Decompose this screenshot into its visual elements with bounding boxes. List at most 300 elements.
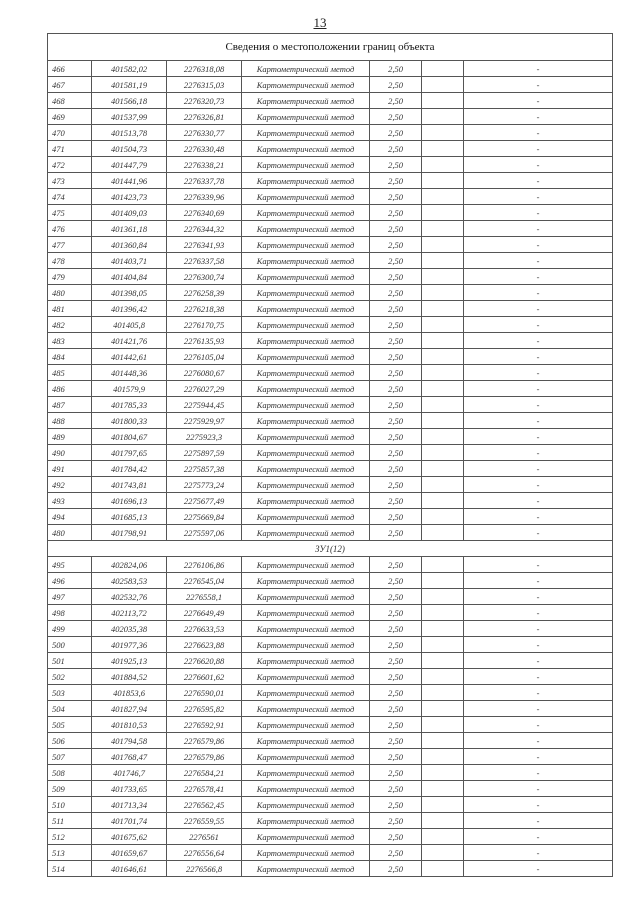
point-number: 477 bbox=[48, 237, 92, 253]
method: Картометрический метод bbox=[242, 781, 370, 797]
coord-y: 2276326,81 bbox=[167, 109, 242, 125]
accuracy: 2,50 bbox=[370, 733, 422, 749]
method: Картометрический метод bbox=[242, 157, 370, 173]
table-row bbox=[48, 189, 613, 205]
note: - bbox=[464, 685, 613, 701]
method: Картометрический метод bbox=[242, 797, 370, 813]
page-number: 13 bbox=[313, 15, 327, 30]
blank-cell bbox=[422, 573, 464, 589]
note: - bbox=[464, 429, 613, 445]
coord-y: 2276315,03 bbox=[167, 77, 242, 93]
blank-cell bbox=[422, 285, 464, 301]
blank-cell bbox=[422, 157, 464, 173]
coord-y: 2276649,49 bbox=[167, 605, 242, 621]
coord-y: 2275929,97 bbox=[167, 413, 242, 429]
coord-x: 401361,18 bbox=[92, 221, 167, 237]
accuracy: 2,50 bbox=[370, 861, 422, 877]
note: - bbox=[464, 605, 613, 621]
coord-x: 401785,33 bbox=[92, 397, 167, 413]
coord-x: 402035,38 bbox=[92, 621, 167, 637]
coord-x: 401404,84 bbox=[92, 269, 167, 285]
coord-x: 401784,42 bbox=[92, 461, 167, 477]
accuracy: 2,50 bbox=[370, 461, 422, 477]
point-number: 513 bbox=[48, 845, 92, 861]
note: - bbox=[464, 669, 613, 685]
coord-y: 2276330,48 bbox=[167, 141, 242, 157]
point-number: 503 bbox=[48, 685, 92, 701]
method: Картометрический метод bbox=[242, 61, 370, 77]
coord-y: 2276341,93 bbox=[167, 237, 242, 253]
blank-cell bbox=[422, 637, 464, 653]
accuracy: 2,50 bbox=[370, 717, 422, 733]
accuracy: 2,50 bbox=[370, 189, 422, 205]
table-row bbox=[48, 781, 613, 797]
table-row bbox=[48, 77, 613, 93]
coord-y: 2276566,8 bbox=[167, 861, 242, 877]
coord-x: 401810,53 bbox=[92, 717, 167, 733]
method: Картометрический метод bbox=[242, 301, 370, 317]
note: - bbox=[464, 509, 613, 525]
method: Картометрический метод bbox=[242, 333, 370, 349]
note: - bbox=[464, 349, 613, 365]
accuracy: 2,50 bbox=[370, 557, 422, 573]
point-number: 466 bbox=[48, 61, 92, 77]
coord-x: 401853,6 bbox=[92, 685, 167, 701]
coord-y: 2276558,1 bbox=[167, 589, 242, 605]
blank-cell bbox=[422, 269, 464, 285]
coord-y: 2276318,08 bbox=[167, 61, 242, 77]
table-row bbox=[48, 317, 613, 333]
blank-cell bbox=[422, 509, 464, 525]
blank-cell bbox=[422, 445, 464, 461]
coord-x: 401675,62 bbox=[92, 829, 167, 845]
method: Картометрический метод bbox=[242, 445, 370, 461]
method: Картометрический метод bbox=[242, 141, 370, 157]
method: Картометрический метод bbox=[242, 221, 370, 237]
blank-cell bbox=[422, 77, 464, 93]
blank-cell bbox=[422, 733, 464, 749]
point-number: 490 bbox=[48, 445, 92, 461]
table-row bbox=[48, 573, 613, 589]
point-number: 475 bbox=[48, 205, 92, 221]
accuracy: 2,50 bbox=[370, 813, 422, 829]
method: Картометрический метод bbox=[242, 253, 370, 269]
note: - bbox=[464, 765, 613, 781]
note: - bbox=[464, 109, 613, 125]
point-number: 505 bbox=[48, 717, 92, 733]
point-number: 486 bbox=[48, 381, 92, 397]
table-row bbox=[48, 829, 613, 845]
point-number: 510 bbox=[48, 797, 92, 813]
accuracy: 2,50 bbox=[370, 493, 422, 509]
coord-y: 2276330,77 bbox=[167, 125, 242, 141]
blank-cell bbox=[422, 685, 464, 701]
point-number: 483 bbox=[48, 333, 92, 349]
accuracy: 2,50 bbox=[370, 573, 422, 589]
point-number: 501 bbox=[48, 653, 92, 669]
accuracy: 2,50 bbox=[370, 93, 422, 109]
blank-cell bbox=[422, 333, 464, 349]
coord-x: 401696,13 bbox=[92, 493, 167, 509]
note: - bbox=[464, 701, 613, 717]
coord-y: 2276337,78 bbox=[167, 173, 242, 189]
blank-cell bbox=[422, 221, 464, 237]
point-number: 470 bbox=[48, 125, 92, 141]
table-row bbox=[48, 669, 613, 685]
point-number: 509 bbox=[48, 781, 92, 797]
table-row bbox=[48, 509, 613, 525]
point-number: 511 bbox=[48, 813, 92, 829]
accuracy: 2,50 bbox=[370, 221, 422, 237]
method: Картометрический метод bbox=[242, 749, 370, 765]
accuracy: 2,50 bbox=[370, 157, 422, 173]
point-number: 469 bbox=[48, 109, 92, 125]
table-row bbox=[48, 861, 613, 877]
method: Картометрический метод bbox=[242, 621, 370, 637]
table-row bbox=[48, 237, 613, 253]
method: Картометрический метод bbox=[242, 813, 370, 829]
coord-y: 2276300,74 bbox=[167, 269, 242, 285]
note: - bbox=[464, 493, 613, 509]
accuracy: 2,50 bbox=[370, 381, 422, 397]
table-row bbox=[48, 749, 613, 765]
blank-cell bbox=[422, 189, 464, 205]
accuracy: 2,50 bbox=[370, 141, 422, 157]
note: - bbox=[464, 365, 613, 381]
accuracy: 2,50 bbox=[370, 525, 422, 541]
method: Картометрический метод bbox=[242, 429, 370, 445]
coord-x: 401581,19 bbox=[92, 77, 167, 93]
note: - bbox=[464, 205, 613, 221]
coord-y: 2276105,04 bbox=[167, 349, 242, 365]
note: - bbox=[464, 285, 613, 301]
table-row bbox=[48, 109, 613, 125]
accuracy: 2,50 bbox=[370, 397, 422, 413]
table-row bbox=[48, 157, 613, 173]
method: Картометрический метод bbox=[242, 317, 370, 333]
coord-y: 2275773,24 bbox=[167, 477, 242, 493]
blank-cell bbox=[422, 61, 464, 77]
table-row bbox=[48, 845, 613, 861]
method: Картометрический метод bbox=[242, 381, 370, 397]
note: - bbox=[464, 93, 613, 109]
coord-y: 2275597,06 bbox=[167, 525, 242, 541]
coord-x: 401733,65 bbox=[92, 781, 167, 797]
accuracy: 2,50 bbox=[370, 749, 422, 765]
accuracy: 2,50 bbox=[370, 797, 422, 813]
section-row bbox=[48, 541, 613, 557]
point-number: 467 bbox=[48, 77, 92, 93]
method: Картометрический метод bbox=[242, 717, 370, 733]
point-number: 468 bbox=[48, 93, 92, 109]
point-number: 497 bbox=[48, 589, 92, 605]
coord-y: 2276027,29 bbox=[167, 381, 242, 397]
accuracy: 2,50 bbox=[370, 125, 422, 141]
note: - bbox=[464, 141, 613, 157]
blank-cell bbox=[422, 93, 464, 109]
coord-y: 2275669,84 bbox=[167, 509, 242, 525]
blank-cell bbox=[422, 845, 464, 861]
note: - bbox=[464, 77, 613, 93]
coord-y: 2276578,41 bbox=[167, 781, 242, 797]
method: Картометрический метод bbox=[242, 653, 370, 669]
note: - bbox=[464, 749, 613, 765]
note: - bbox=[464, 557, 613, 573]
coord-y: 2275944,45 bbox=[167, 397, 242, 413]
note: - bbox=[464, 269, 613, 285]
table-title: Сведения о местоположении границ объекта bbox=[48, 34, 613, 61]
coord-y: 2275677,49 bbox=[167, 493, 242, 509]
method: Картометрический метод bbox=[242, 349, 370, 365]
coord-x: 401566,18 bbox=[92, 93, 167, 109]
point-number: 484 bbox=[48, 349, 92, 365]
table-row bbox=[48, 797, 613, 813]
table-row bbox=[48, 733, 613, 749]
method: Картометрический метод bbox=[242, 237, 370, 253]
method: Картометрический метод bbox=[242, 525, 370, 541]
point-number: 493 bbox=[48, 493, 92, 509]
method: Картометрический метод bbox=[242, 493, 370, 509]
table-row bbox=[48, 205, 613, 221]
coord-x: 401360,84 bbox=[92, 237, 167, 253]
method: Картометрический метод bbox=[242, 733, 370, 749]
method: Картометрический метод bbox=[242, 765, 370, 781]
note: - bbox=[464, 237, 613, 253]
coord-y: 2276562,45 bbox=[167, 797, 242, 813]
note: - bbox=[464, 829, 613, 845]
table-row bbox=[48, 653, 613, 669]
method: Картометрический метод bbox=[242, 701, 370, 717]
coord-y: 2276556,64 bbox=[167, 845, 242, 861]
method: Картометрический метод bbox=[242, 669, 370, 685]
coord-y: 2276584,21 bbox=[167, 765, 242, 781]
blank-cell bbox=[422, 301, 464, 317]
method: Картометрический метод bbox=[242, 573, 370, 589]
table-row bbox=[48, 461, 613, 477]
table-row bbox=[48, 61, 613, 77]
point-number: 479 bbox=[48, 269, 92, 285]
blank-cell bbox=[422, 365, 464, 381]
method: Картометрический метод bbox=[242, 637, 370, 653]
coord-x: 401537,99 bbox=[92, 109, 167, 125]
coord-x: 402113,72 bbox=[92, 605, 167, 621]
accuracy: 2,50 bbox=[370, 637, 422, 653]
coord-x: 401746,7 bbox=[92, 765, 167, 781]
table-row bbox=[48, 445, 613, 461]
section-title: ЗУ1(12) bbox=[48, 541, 613, 557]
coord-x: 402532,76 bbox=[92, 589, 167, 605]
accuracy: 2,50 bbox=[370, 429, 422, 445]
note: - bbox=[464, 381, 613, 397]
blank-cell bbox=[422, 461, 464, 477]
point-number: 502 bbox=[48, 669, 92, 685]
coord-y: 2276106,86 bbox=[167, 557, 242, 573]
coord-x: 401800,33 bbox=[92, 413, 167, 429]
coord-y: 2276338,21 bbox=[167, 157, 242, 173]
method: Картометрический метод bbox=[242, 77, 370, 93]
point-number: 514 bbox=[48, 861, 92, 877]
method: Картометрический метод bbox=[242, 477, 370, 493]
coord-x: 402583,53 bbox=[92, 573, 167, 589]
coord-x: 401513,78 bbox=[92, 125, 167, 141]
coord-x: 401646,61 bbox=[92, 861, 167, 877]
note: - bbox=[464, 317, 613, 333]
accuracy: 2,50 bbox=[370, 237, 422, 253]
coord-y: 2276218,38 bbox=[167, 301, 242, 317]
coord-x: 401798,91 bbox=[92, 525, 167, 541]
method: Картометрический метод bbox=[242, 589, 370, 605]
coord-y: 2276080,67 bbox=[167, 365, 242, 381]
accuracy: 2,50 bbox=[370, 509, 422, 525]
accuracy: 2,50 bbox=[370, 653, 422, 669]
note: - bbox=[464, 861, 613, 877]
method: Картометрический метод bbox=[242, 189, 370, 205]
coord-x: 401398,05 bbox=[92, 285, 167, 301]
blank-cell bbox=[422, 525, 464, 541]
blank-cell bbox=[422, 589, 464, 605]
coord-x: 401884,52 bbox=[92, 669, 167, 685]
coord-x: 401403,71 bbox=[92, 253, 167, 269]
accuracy: 2,50 bbox=[370, 317, 422, 333]
accuracy: 2,50 bbox=[370, 301, 422, 317]
table-row bbox=[48, 301, 613, 317]
blank-cell bbox=[422, 237, 464, 253]
method: Картометрический метод bbox=[242, 413, 370, 429]
table-row bbox=[48, 173, 613, 189]
point-number: 476 bbox=[48, 221, 92, 237]
coord-y: 2276601,62 bbox=[167, 669, 242, 685]
accuracy: 2,50 bbox=[370, 445, 422, 461]
note: - bbox=[464, 125, 613, 141]
coord-x: 401794,58 bbox=[92, 733, 167, 749]
accuracy: 2,50 bbox=[370, 669, 422, 685]
point-number: 496 bbox=[48, 573, 92, 589]
blank-cell bbox=[422, 317, 464, 333]
note: - bbox=[464, 461, 613, 477]
point-number: 506 bbox=[48, 733, 92, 749]
blank-cell bbox=[422, 493, 464, 509]
accuracy: 2,50 bbox=[370, 61, 422, 77]
coord-x: 401685,13 bbox=[92, 509, 167, 525]
coord-y: 2276339,96 bbox=[167, 189, 242, 205]
accuracy: 2,50 bbox=[370, 285, 422, 301]
table-row bbox=[48, 685, 613, 701]
table-row bbox=[48, 269, 613, 285]
method: Картометрический метод bbox=[242, 173, 370, 189]
coord-x: 401442,61 bbox=[92, 349, 167, 365]
accuracy: 2,50 bbox=[370, 205, 422, 221]
blank-cell bbox=[422, 749, 464, 765]
accuracy: 2,50 bbox=[370, 269, 422, 285]
blank-cell bbox=[422, 861, 464, 877]
coord-x: 401797,65 bbox=[92, 445, 167, 461]
table-row bbox=[48, 349, 613, 365]
accuracy: 2,50 bbox=[370, 845, 422, 861]
table-row bbox=[48, 141, 613, 157]
coord-x: 401441,96 bbox=[92, 173, 167, 189]
accuracy: 2,50 bbox=[370, 365, 422, 381]
blank-cell bbox=[422, 141, 464, 157]
blank-cell bbox=[422, 413, 464, 429]
table-header-row bbox=[48, 34, 613, 61]
coord-y: 2276620,88 bbox=[167, 653, 242, 669]
method: Картометрический метод bbox=[242, 861, 370, 877]
accuracy: 2,50 bbox=[370, 829, 422, 845]
table-row bbox=[48, 381, 613, 397]
note: - bbox=[464, 797, 613, 813]
method: Картометрический метод bbox=[242, 397, 370, 413]
note: - bbox=[464, 781, 613, 797]
table-row bbox=[48, 397, 613, 413]
point-number: 480 bbox=[48, 525, 92, 541]
table-row bbox=[48, 285, 613, 301]
point-number: 478 bbox=[48, 253, 92, 269]
coord-y: 2275857,38 bbox=[167, 461, 242, 477]
note: - bbox=[464, 845, 613, 861]
coord-y: 2276595,82 bbox=[167, 701, 242, 717]
blank-cell bbox=[422, 381, 464, 397]
accuracy: 2,50 bbox=[370, 589, 422, 605]
point-number: 498 bbox=[48, 605, 92, 621]
blank-cell bbox=[422, 829, 464, 845]
coord-x: 401409,03 bbox=[92, 205, 167, 221]
point-number: 474 bbox=[48, 189, 92, 205]
blank-cell bbox=[422, 477, 464, 493]
accuracy: 2,50 bbox=[370, 349, 422, 365]
accuracy: 2,50 bbox=[370, 333, 422, 349]
method: Картометрический метод bbox=[242, 605, 370, 621]
note: - bbox=[464, 653, 613, 669]
method: Картометрический метод bbox=[242, 205, 370, 221]
accuracy: 2,50 bbox=[370, 173, 422, 189]
accuracy: 2,50 bbox=[370, 685, 422, 701]
note: - bbox=[464, 477, 613, 493]
method: Картометрический метод bbox=[242, 125, 370, 141]
point-number: 495 bbox=[48, 557, 92, 573]
coord-x: 401925,13 bbox=[92, 653, 167, 669]
blank-cell bbox=[422, 205, 464, 221]
coord-y: 2276579,86 bbox=[167, 749, 242, 765]
blank-cell bbox=[422, 109, 464, 125]
table-row bbox=[48, 717, 613, 733]
point-number: 485 bbox=[48, 365, 92, 381]
note: - bbox=[464, 413, 613, 429]
coord-y: 2276337,58 bbox=[167, 253, 242, 269]
table-row bbox=[48, 605, 613, 621]
blank-cell bbox=[422, 701, 464, 717]
coord-x: 401582,02 bbox=[92, 61, 167, 77]
coord-y: 2276258,39 bbox=[167, 285, 242, 301]
note: - bbox=[464, 445, 613, 461]
table-row bbox=[48, 493, 613, 509]
coord-x: 401977,36 bbox=[92, 637, 167, 653]
blank-cell bbox=[422, 253, 464, 269]
method: Картометрический метод bbox=[242, 829, 370, 845]
coord-x: 401743,81 bbox=[92, 477, 167, 493]
coord-x: 402824,06 bbox=[92, 557, 167, 573]
accuracy: 2,50 bbox=[370, 701, 422, 717]
blank-cell bbox=[422, 669, 464, 685]
point-number: 481 bbox=[48, 301, 92, 317]
coord-y: 2276170,75 bbox=[167, 317, 242, 333]
note: - bbox=[464, 333, 613, 349]
point-number: 500 bbox=[48, 637, 92, 653]
note: - bbox=[464, 733, 613, 749]
accuracy: 2,50 bbox=[370, 477, 422, 493]
note: - bbox=[464, 397, 613, 413]
table-row bbox=[48, 765, 613, 781]
method: Картометрический метод bbox=[242, 845, 370, 861]
